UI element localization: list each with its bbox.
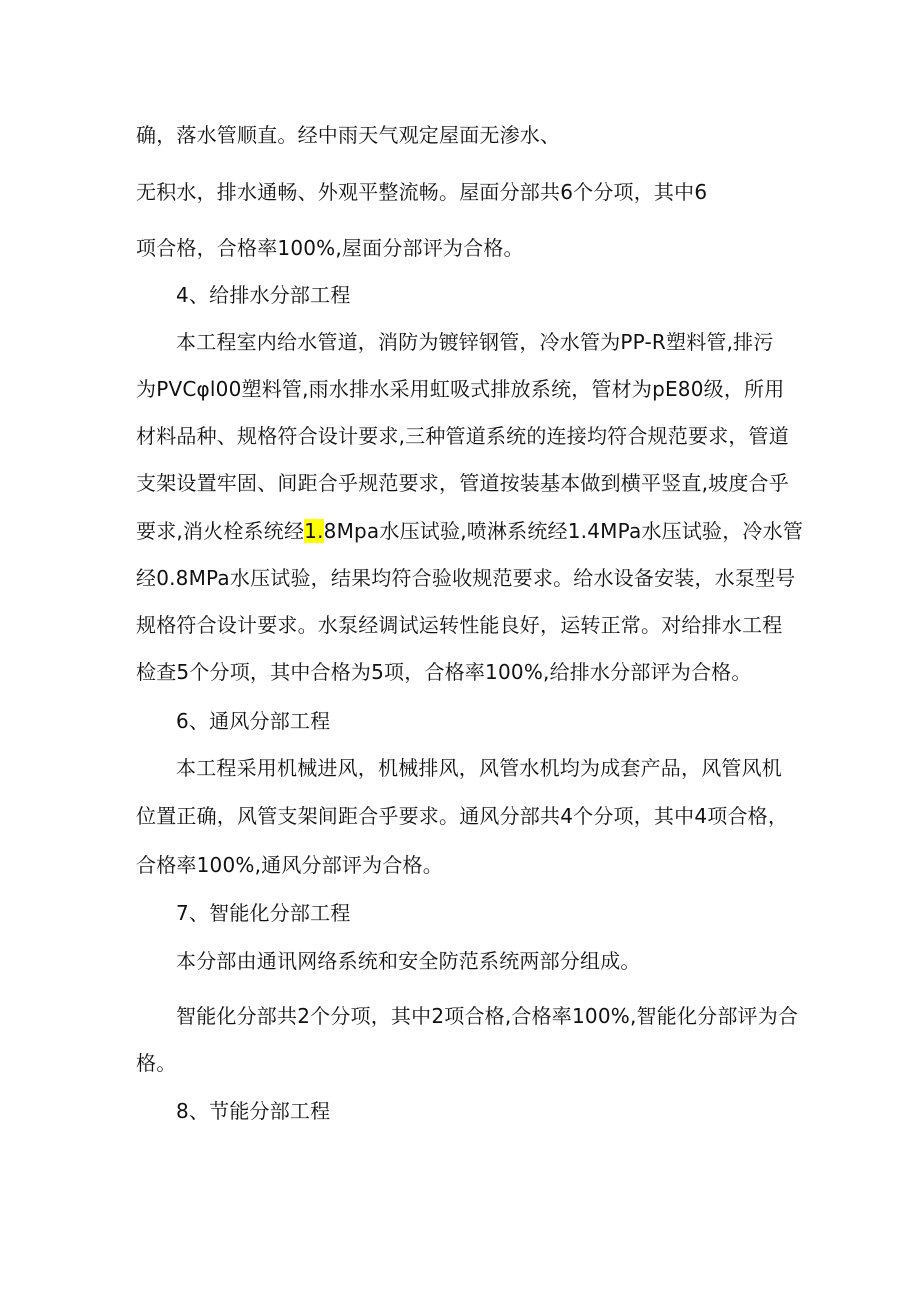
paragraph-line: 为PVCφl00塑料管,雨水排水采用虹吸式排放系统，管材为pE80级，所用: [136, 377, 785, 401]
text-before-highlight: 要求,消火栓系统经: [136, 519, 305, 543]
paragraph-line: 本工程室内给水管道，消防为镀锌钢管，冷水管为PP-R塑料管,排污: [176, 330, 774, 354]
paragraph-line: 本工程采用机械进风，机械排风，风管水机均为成套产品，风管风机: [176, 756, 782, 780]
text-after-highlight: 8Mpa水压试验,喷淋系统经1.4MPa水压试验，冷水管: [323, 519, 804, 543]
paragraph-line: 经0.8MPa水压试验，结果均符合验收规范要求。给水设备安装，水泵型号: [136, 566, 796, 590]
paragraph-line: 规格符合设计要求。水泵经调试运转性能良好，运转正常。对给排水工程: [136, 613, 783, 637]
paragraph-line: 支架设置牢固、间距合乎规范要求，管道按装基本做到横平竖直,坡度合乎: [136, 471, 789, 495]
section-heading-8: 8、节能分部工程: [176, 1099, 331, 1123]
paragraph-line: 本分部由通讯网络系统和安全防范系统两部分组成。: [176, 949, 641, 973]
section-heading-6: 6、通风分部工程: [176, 709, 331, 733]
paragraph-line: 智能化分部共2个分项，其中2项合格,合格率100%,智能化分部评为合: [176, 1004, 799, 1028]
paragraph-line: 位置正确，风管支架间距合乎要求。通风分部共4个分项，其中4项合格，: [136, 804, 789, 828]
section-heading-4: 4、给排水分部工程: [176, 283, 351, 307]
paragraph-line: 材料品种、规格符合设计要求,三种管道系统的连接均符合规范要求，管道: [136, 424, 789, 448]
paragraph-line-highlighted: [136, 517, 803, 545]
highlighted-text: 1.: [304, 519, 324, 543]
paragraph-line: 检查5个分项，其中合格为5项，合格率100%,给排水分部评为合格。: [136, 660, 752, 684]
paragraph-line: 合格率100%,通风分部评为合格。: [136, 853, 443, 877]
section-heading-7: 7、智能化分部工程: [176, 901, 351, 925]
paragraph-line: 格。: [136, 1051, 177, 1075]
paragraph-line: 无积水，排水通畅、外观平整流畅。屋面分部共6个分项，其中6: [136, 180, 708, 204]
paragraph-line: 项合格，合格率100%,屋面分部评为合格。: [136, 236, 524, 260]
paragraph-line: 确，落水管顺直。经中雨天气观定屋面无渗水、: [136, 123, 561, 147]
